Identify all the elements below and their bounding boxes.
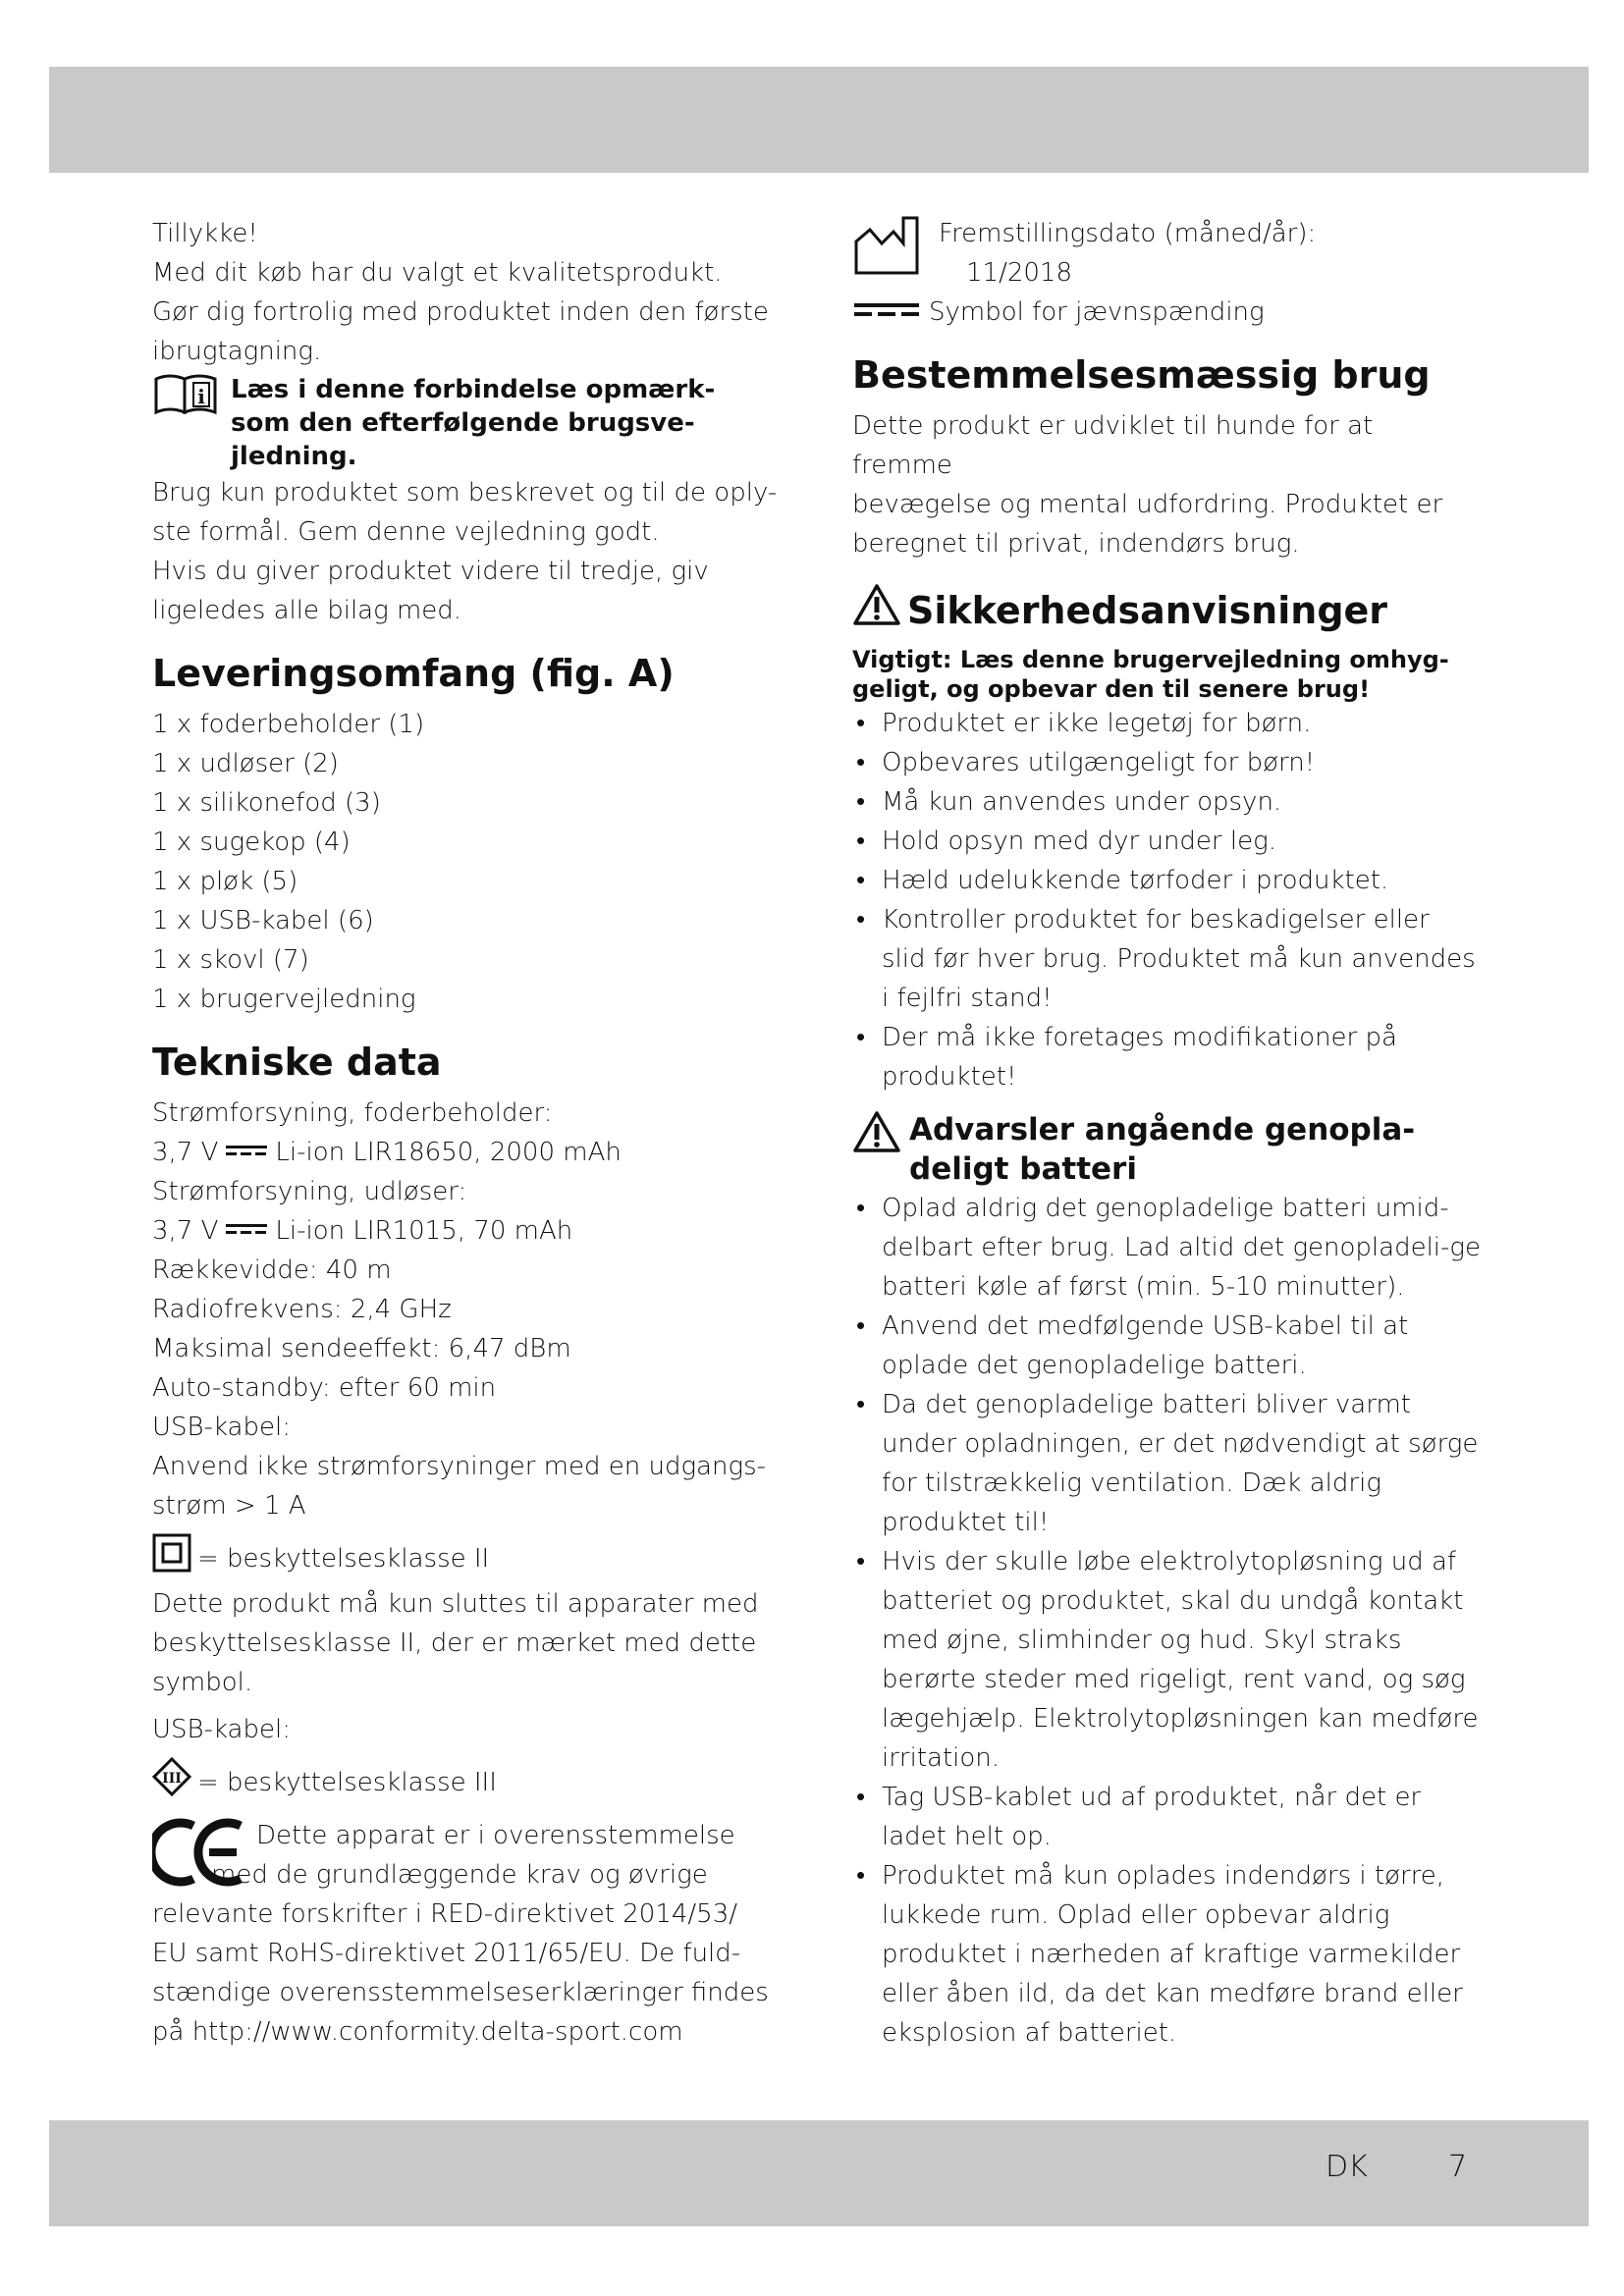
- safety-heading: Sikkerhedsanvisninger: [852, 583, 1481, 637]
- list-item: • Der må ikke foretages modifikationer på produktet!: [852, 1018, 1481, 1096]
- intro-line: Tillykke!: [152, 219, 258, 248]
- right-column: [852, 214, 1481, 2053]
- mfg-label: Fremstillingsdato (måned/år):: [939, 219, 1317, 248]
- intro-line: Med dit køb har du valgt et kvalitetsprodukt.: [152, 258, 723, 288]
- intro2-line: Brug kun produktet som beskrevet og til de oply-: [152, 478, 778, 507]
- scope-item: 1 x foderbeholder (1): [152, 710, 425, 739]
- ce-line: på http://www.conformity.delta-sport.com: [152, 2017, 683, 2047]
- ce-line: EU samt RoHS-direktivet 2011/65/EU. De fuld-: [152, 1939, 741, 1968]
- warning-icon: [852, 583, 901, 637]
- class2-text: beskyttelsesklasse II, der er mærket med dette: [152, 1629, 757, 1658]
- class2-text: Dette produkt må kun sluttes til apparater med: [152, 1589, 759, 1619]
- class3-row: III = beskyttelsesklasse III: [152, 1757, 781, 1808]
- mfg-value: 11/2018: [966, 258, 1073, 288]
- tech-power-trigger: 3,7 V Li-ion LIR1015, 70 mAh: [152, 1211, 781, 1251]
- dc-icon: [224, 1133, 269, 1172]
- list-item: • Opbevares utilgængeligt for børn!: [852, 743, 1481, 782]
- ce-line: med de grundlæggende krav og øvrige: [211, 1860, 708, 1890]
- tech-radio: Radiofrekvens: 2,4 GHz: [152, 1295, 452, 1324]
- header-bar: [49, 67, 1589, 173]
- use-heading: Bestemmelsesmæssig brug: [852, 353, 1431, 397]
- read-notice: [152, 373, 781, 473]
- intro2-line: ligeledes alle bilag med.: [152, 596, 462, 625]
- scope-item: 1 x pløk (5): [152, 867, 298, 896]
- tech-power-feeder: 3,7 V Li-ion LIR18650, 2000 mAh: [152, 1133, 781, 1172]
- intro2-line: ste formål. Gem denne vejledning godt.: [152, 517, 660, 547]
- use-line: Dette produkt er udviklet til hunde for at fremme: [852, 411, 1374, 480]
- factory-date-icon: [852, 214, 921, 293]
- page-number: 7: [1448, 2150, 1468, 2184]
- list-item: • Da det genopladelige batteri bliver varmt under opladningen, er det nødvendigt at sørge for tilstrækkelig ventilation. Dæk aldrig produktet til!: [852, 1385, 1481, 1542]
- tech-heading: Tekniske data: [152, 1041, 442, 1084]
- list-item: • Anvend det medfølgende USB-kabel til at oplade det genopladelige batteri.: [852, 1307, 1481, 1385]
- scope-item: 1 x silikonefod (3): [152, 788, 381, 818]
- scope-item: 1 x USB-kabel (6): [152, 906, 374, 935]
- tech-power: Maksimal sendeeffekt: 6,47 dBm: [152, 1334, 571, 1363]
- scope-item: 1 x udløser (2): [152, 749, 339, 778]
- ce-line: Dette apparat er i overensstemmelse: [256, 1821, 735, 1850]
- manufacture-date: [852, 214, 1481, 293]
- protection-class-3-icon: [152, 1757, 191, 1808]
- notice-line: jledning.: [231, 442, 357, 471]
- ce-mark-icon: [152, 1818, 246, 1891]
- ce-line: relevante forskrifter i RED-direktivet 2014/53/: [152, 1899, 738, 1929]
- ce-declaration: [152, 1816, 781, 2052]
- scope-heading: Leveringsomfang (fig. A): [152, 652, 675, 695]
- usb-label-2: USB-kabel:: [152, 1715, 291, 1744]
- list-item: • Kontroller produktet for beskadigelser eller slid før hver brug. Produktet må kun anvendes i fejlfri stand!: [852, 900, 1481, 1018]
- manual-info-icon: [152, 373, 219, 473]
- ce-line: stændige overensstemmelseserklæringer findes: [152, 1978, 769, 2007]
- use-line: bevægelse og mental udfordring. Produktet er: [852, 490, 1443, 519]
- use-line: beregnet til privat, indendørs brug.: [852, 529, 1300, 559]
- tech-usb-warn: strøm > 1 A: [152, 1491, 306, 1521]
- scope-item: 1 x brugervejledning: [152, 985, 416, 1014]
- important-note: Vigtigt: Læs denne brugervejledning omhyg- geligt, og opbevar den til senere brug!: [852, 646, 1449, 703]
- protection-class-2-icon: [152, 1533, 191, 1584]
- dc-symbol-row: Symbol for jævnspænding: [852, 293, 1481, 332]
- tech-usb-warn: Anvend ikke strømforsyninger med en udgangs-: [152, 1452, 767, 1481]
- scope-item: 1 x sugekop (4): [152, 828, 351, 857]
- battery-heading: Advarsler angående genopla- deligt batteri: [852, 1110, 1481, 1189]
- intro2-line: Hvis du giver produktet videre til tredje, giv: [152, 557, 709, 586]
- list-item: • Må kun anvendes under opsyn.: [852, 782, 1481, 822]
- left-column: [152, 214, 781, 2052]
- tech-usb-label: USB-kabel:: [152, 1413, 291, 1442]
- notice-line: Læs i denne forbindelse opmærk-: [231, 375, 716, 404]
- list-item: • Tag USB-kablet ud af produktet, når det er ladet helt op.: [852, 1778, 1481, 1856]
- tech-power-feeder-label: Strømforsyning, foderbeholder:: [152, 1098, 553, 1128]
- warning-icon: [852, 1110, 901, 1189]
- tech-standby: Auto-standby: efter 60 min: [152, 1373, 497, 1403]
- battery-list: [852, 1189, 1481, 2053]
- tech-power-trigger-label: Strømforsyning, udløser:: [152, 1177, 467, 1206]
- list-item: • Produktet er ikke legetøj for børn.: [852, 704, 1481, 743]
- safety-list: [852, 704, 1481, 1096]
- dc-icon: [852, 293, 923, 332]
- scope-item: 1 x skovl (7): [152, 945, 309, 975]
- language-code: DK: [1326, 2150, 1368, 2184]
- list-item: • Hæld udelukkende tørfoder i produktet.: [852, 861, 1481, 900]
- class2-text: symbol.: [152, 1668, 253, 1697]
- list-item: • Hold opsyn med dyr under leg.: [852, 822, 1481, 861]
- intro-line: Gør dig fortrolig med produktet inden den første ibrugtagning.: [152, 297, 769, 366]
- list-item: • Hvis der skulle løbe elektrolytopløsning ud af batteriet og produktet, skal du undgå kontakt med øjne, slimhinder og hud. Skyl straks berørte steder med rigeligt, rent vand, og søg lægehjælp. Elektrolytopløsningen kan medføre irritation.: [852, 1542, 1481, 1778]
- dc-icon: [224, 1211, 269, 1251]
- list-item: • Oplad aldrig det genopladelige batteri umid-delbart efter brug. Lad altid det genopladeli-ge batteri køle af først (min. 5-10 minutter).: [852, 1189, 1481, 1307]
- tech-range: Rækkevidde: 40 m: [152, 1255, 392, 1285]
- svg-text:i: i: [197, 385, 205, 408]
- list-item: • Produktet må kun oplades indendørs i tørre, lukkede rum. Oplad eller opbevar aldrig produktet i nærheden af kraftige varmekilder eller åben ild, da det kan medføre brand eller eksplosion af batteriet.: [852, 1856, 1481, 2053]
- svg-text:III: III: [162, 1771, 182, 1787]
- notice-line: som den efterfølgende brugsve-: [231, 408, 695, 438]
- class2-row: = beskyttelsesklasse II: [152, 1533, 781, 1584]
